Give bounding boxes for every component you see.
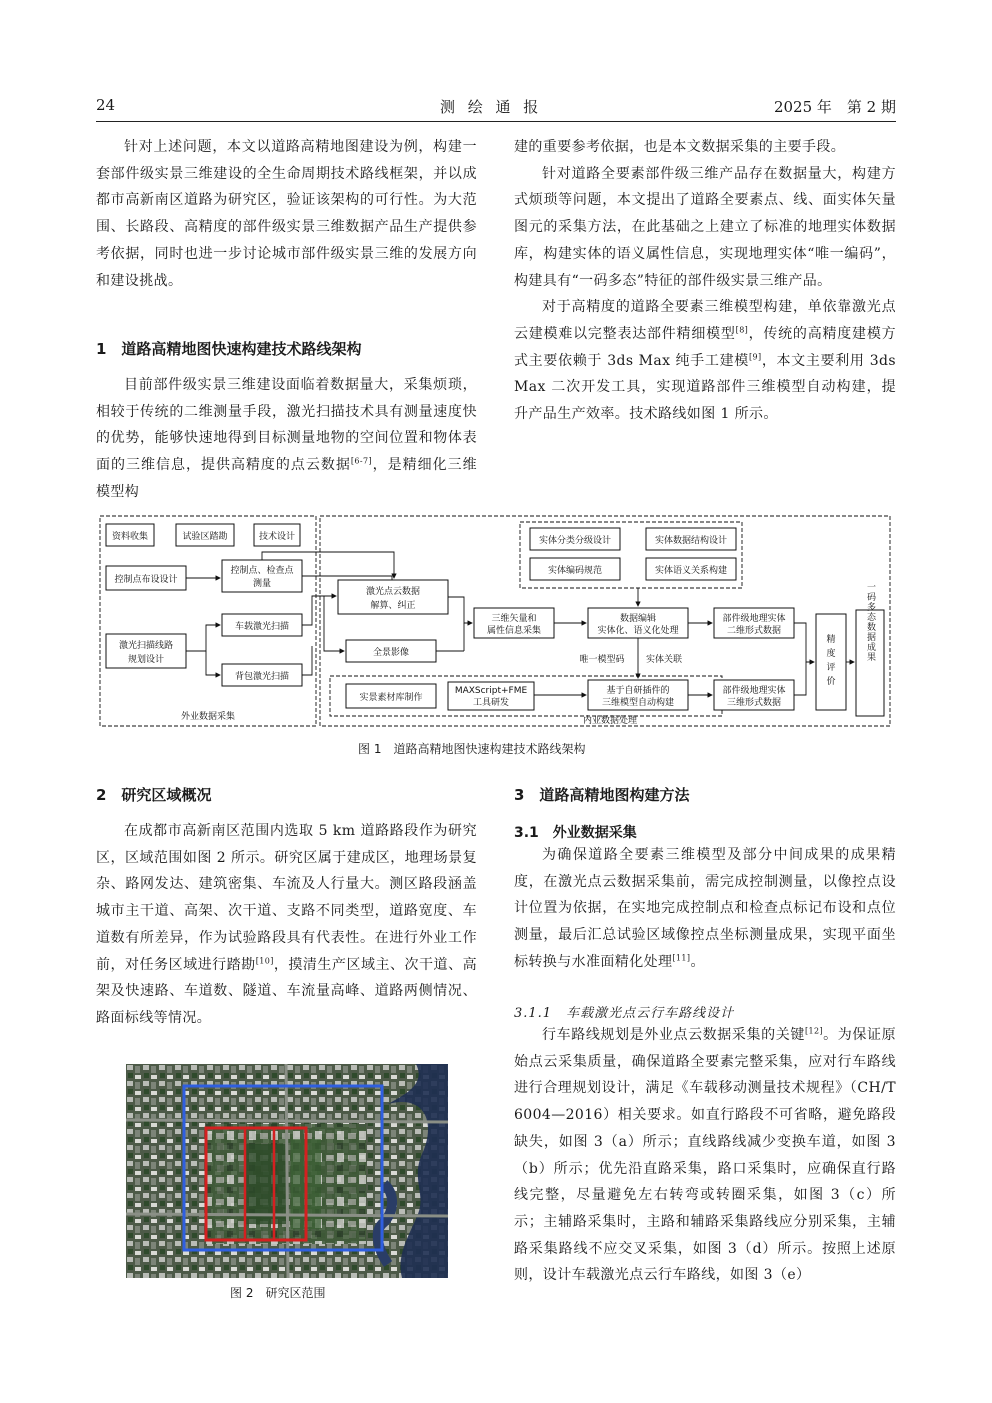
box-accuracy-3: 评 bbox=[826, 663, 836, 673]
box-maxscript-1: MAXScript+FME bbox=[454, 686, 528, 696]
box-tech-design: 技术设计 bbox=[258, 532, 296, 542]
right-column-top bbox=[514, 134, 896, 428]
right-paragraph-2: 针对道路全要素部件级三维产品存在数据量大，构建方式烦琐等问题，本文提出了道路全要素点、线、面实体矢量图元的采集方法，在此基础之上建立了标准的地理实体数据库，构建实体的语义属性信息，实现地理实体“唯一编码”，构建具有“一码多态”特征的部件级实景三维产品。 bbox=[514, 165, 896, 289]
section3-1-text-a: 为确保道路全要素三维模型及部分中间成果的成果精度，在激光点云数据采集前，需完成控制测量，以像控点设计位置为依据，在实地完成控制点和检查点标记布设和点位测量，最后汇总试验区域像控点坐标测量成果，实现平面坐标转换与水准面精化处理 bbox=[514, 847, 896, 970]
label-entity-link: 实体关联 bbox=[645, 655, 683, 665]
box-data-collect: 资料收集 bbox=[111, 532, 149, 542]
journal-title: 测 绘 通 报 bbox=[440, 98, 543, 116]
section1-paragraph bbox=[96, 372, 477, 506]
section3-1-1-paragraph bbox=[514, 1022, 896, 1289]
figure1-caption: 图 1 道路高精地图快速构建技术路线架构 bbox=[358, 742, 586, 756]
label-unique-code: 唯一模型码 bbox=[579, 655, 625, 665]
section3-1-1-body bbox=[514, 1022, 896, 1289]
right-paragraph-3 bbox=[514, 294, 896, 428]
box-texture: 实景素材库制作 bbox=[359, 693, 423, 703]
section1-text-a: 目前部件级实景三维建设面临着数据量大，采集烦琐，相较于传统的二维测量手段，激光扫描技术具有测量速度快的优势，能够快速地得到目标测量地物的空间位置和物体表面的三维信息，提供高精度的点云数据 bbox=[96, 377, 477, 474]
header-rule bbox=[96, 121, 896, 122]
section2-paragraph bbox=[96, 818, 477, 1032]
box-route-design-2: 规划设计 bbox=[127, 655, 165, 665]
p3-text-b: ，传统的高精度建模方式主要依赖于 3ds Max 纯手工建模 bbox=[514, 325, 896, 369]
box-entity-struct: 实体数据结构设计 bbox=[654, 536, 728, 546]
box-route-design-1: 激光扫描线路 bbox=[118, 641, 174, 651]
box-accuracy-2: 度 bbox=[826, 649, 836, 659]
p3-text-c: ，本文主要利用 3ds Max 二次开发工具，实现道路部件三维模型自动构建，提升产品生产效率。技术路线如图 1 所示。 bbox=[514, 352, 897, 423]
section3-1-body bbox=[514, 842, 896, 976]
box-result: 一码多态数据成果 bbox=[865, 582, 875, 662]
section3-1-1-title: 3.1.1 车载激光点云行车路线设计 bbox=[514, 1006, 735, 1021]
section3-title: 3 道路高精地图构建方法 bbox=[514, 786, 690, 804]
box-accuracy-1: 精 bbox=[826, 635, 836, 645]
section1-body bbox=[96, 372, 477, 506]
figure1-flowchart bbox=[98, 514, 894, 734]
box-auto-build-2: 三维模型自动构建 bbox=[601, 698, 675, 708]
citation-8: [8] bbox=[735, 325, 749, 335]
field-label: 外业数据采集 bbox=[180, 712, 236, 722]
citation-9: [9] bbox=[748, 351, 762, 361]
section2-title: 2 研究区域概况 bbox=[96, 786, 212, 804]
issue-label: 2025 年 第 2 期 bbox=[773, 98, 896, 116]
box-vehicle-scan: 车载激光扫描 bbox=[234, 622, 290, 632]
section2-text-a: 在成都市高新南区范围内选取 5 km 道路路段作为研究区，区域范围如图 2 所示。研究区属于建成区，地理场景复杂、路网发达、建筑密集、车流及人行量大。测区路段涵盖城市主干道、高架、次干道、支路不同类型，道路宽度、车道数有所差异，作为试验路段具有代表性。在进行外业工作前，对任务区域进行踏勘 bbox=[96, 823, 477, 973]
box-control-measure-1: 控制点、检查点 bbox=[230, 566, 294, 576]
box-entity-3d-1: 部件级地理实体 bbox=[722, 686, 786, 696]
left-column-top bbox=[96, 134, 477, 294]
box-entity-3d-2: 三维形式数据 bbox=[726, 698, 782, 708]
box-data-edit-2: 实体化、语义化处理 bbox=[597, 626, 679, 636]
office-label: 内业数据处理 bbox=[582, 716, 638, 726]
box-auto-build-1: 基于自研插件的 bbox=[606, 686, 670, 696]
box-entity-code: 实体编码规范 bbox=[547, 566, 603, 576]
box-backpack-scan: 背包激光扫描 bbox=[234, 672, 290, 682]
box-control-measure-2: 测量 bbox=[252, 579, 272, 589]
section2-text-b: ，摸清生产区域主、次干道、高架及快速路、车道数、隧道、车流量高峰、道路两侧情况、路面标线等情况。 bbox=[96, 956, 477, 1026]
section3-1-paragraph bbox=[514, 842, 896, 976]
box-accuracy-4: 价 bbox=[826, 677, 836, 687]
section3-1-1-text-b: 。为保证原始点云采集质量，确保道路全要素完整采集，应对行车路线进行合理规划设计，满足《车载移动测量技术规程》（CH/T 6004—2016）相关要求。如直行路段不可省略，避免路段缺失，如图 3（a）所示；直线路线减少变换车道，如图 3（b）所示；优先沿直路采集，路口采集时，应确保直行路线完整，尽量避免左右转弯或转圈采集，如图 3（c）所示；主辅路采集时，主路和辅路采集路线应分别采集，主辅路采集路线不应交叉采集，如图 3（d）所示。按照上述原则，设计车载激光点云行车路线，如图 3（e） bbox=[514, 1027, 897, 1284]
figure2-caption: 图 2 研究区范围 bbox=[230, 1286, 326, 1300]
section3-1-title: 3.1 外业数据采集 bbox=[514, 825, 637, 841]
box-pc-solve-2: 解算、纠正 bbox=[370, 601, 416, 611]
box-entity-2d-2: 二维形式数据 bbox=[726, 626, 782, 636]
box-entity-2d-1: 部件级地理实体 bbox=[722, 614, 786, 624]
continued-text: 建的重要参考依据，也是本文数据采集的主要手段。 bbox=[514, 139, 846, 155]
p3-text-a: 对于高精度的道路全要素三维模型构建，单依靠激光点云建模难以完整表达部件精细模型 bbox=[514, 299, 896, 342]
citation-6-7: [6-7] bbox=[350, 456, 373, 466]
box-maxscript-2: 工具研发 bbox=[472, 698, 510, 708]
box-survey: 试验区踏勘 bbox=[182, 532, 228, 542]
box-pc-solve-1: 激光点云数据 bbox=[365, 587, 421, 597]
figure2-study-area-map bbox=[126, 1064, 448, 1278]
box-entity-relation: 实体语义关系构建 bbox=[654, 566, 728, 576]
box-data-edit-1: 数据编辑 bbox=[619, 614, 657, 624]
page-number: 24 bbox=[96, 96, 116, 114]
section3-1-1-text-a: 行车路线规划是外业点云数据采集的关键 bbox=[542, 1027, 805, 1043]
box-vector-collect-1: 三维矢量和 bbox=[491, 614, 537, 624]
section3-1-text-b: 。 bbox=[690, 953, 705, 970]
box-vector-collect-2: 属性信息采集 bbox=[486, 626, 542, 636]
section2-body bbox=[96, 818, 477, 1032]
citation-10: [10] bbox=[255, 955, 274, 965]
box-entity-class: 实体分类分级设计 bbox=[538, 536, 612, 546]
intro-paragraph: 针对上述问题，本文以道路高精地图建设为例，构建一套部件级实景三维建设的全生命周期技术路线框架，并以成都市高新南区道路为研究区，验证该架构的可行性。为大范围、长路段、高精度的部件级实景三维数据产品生产提供参考依据，同时也进一步讨论城市部件级实景三维的发展方向和建设挑战。 bbox=[96, 139, 477, 289]
section1-text-b: ，是精细化三维模型构 bbox=[96, 457, 477, 500]
section1-title: 1 道路高精地图快速构建技术路线架构 bbox=[96, 340, 362, 358]
box-panorama: 全景影像 bbox=[372, 648, 410, 658]
citation-11: [11] bbox=[672, 953, 691, 963]
citation-12: [12] bbox=[804, 1026, 823, 1036]
box-control-design: 控制点布设设计 bbox=[114, 575, 178, 585]
